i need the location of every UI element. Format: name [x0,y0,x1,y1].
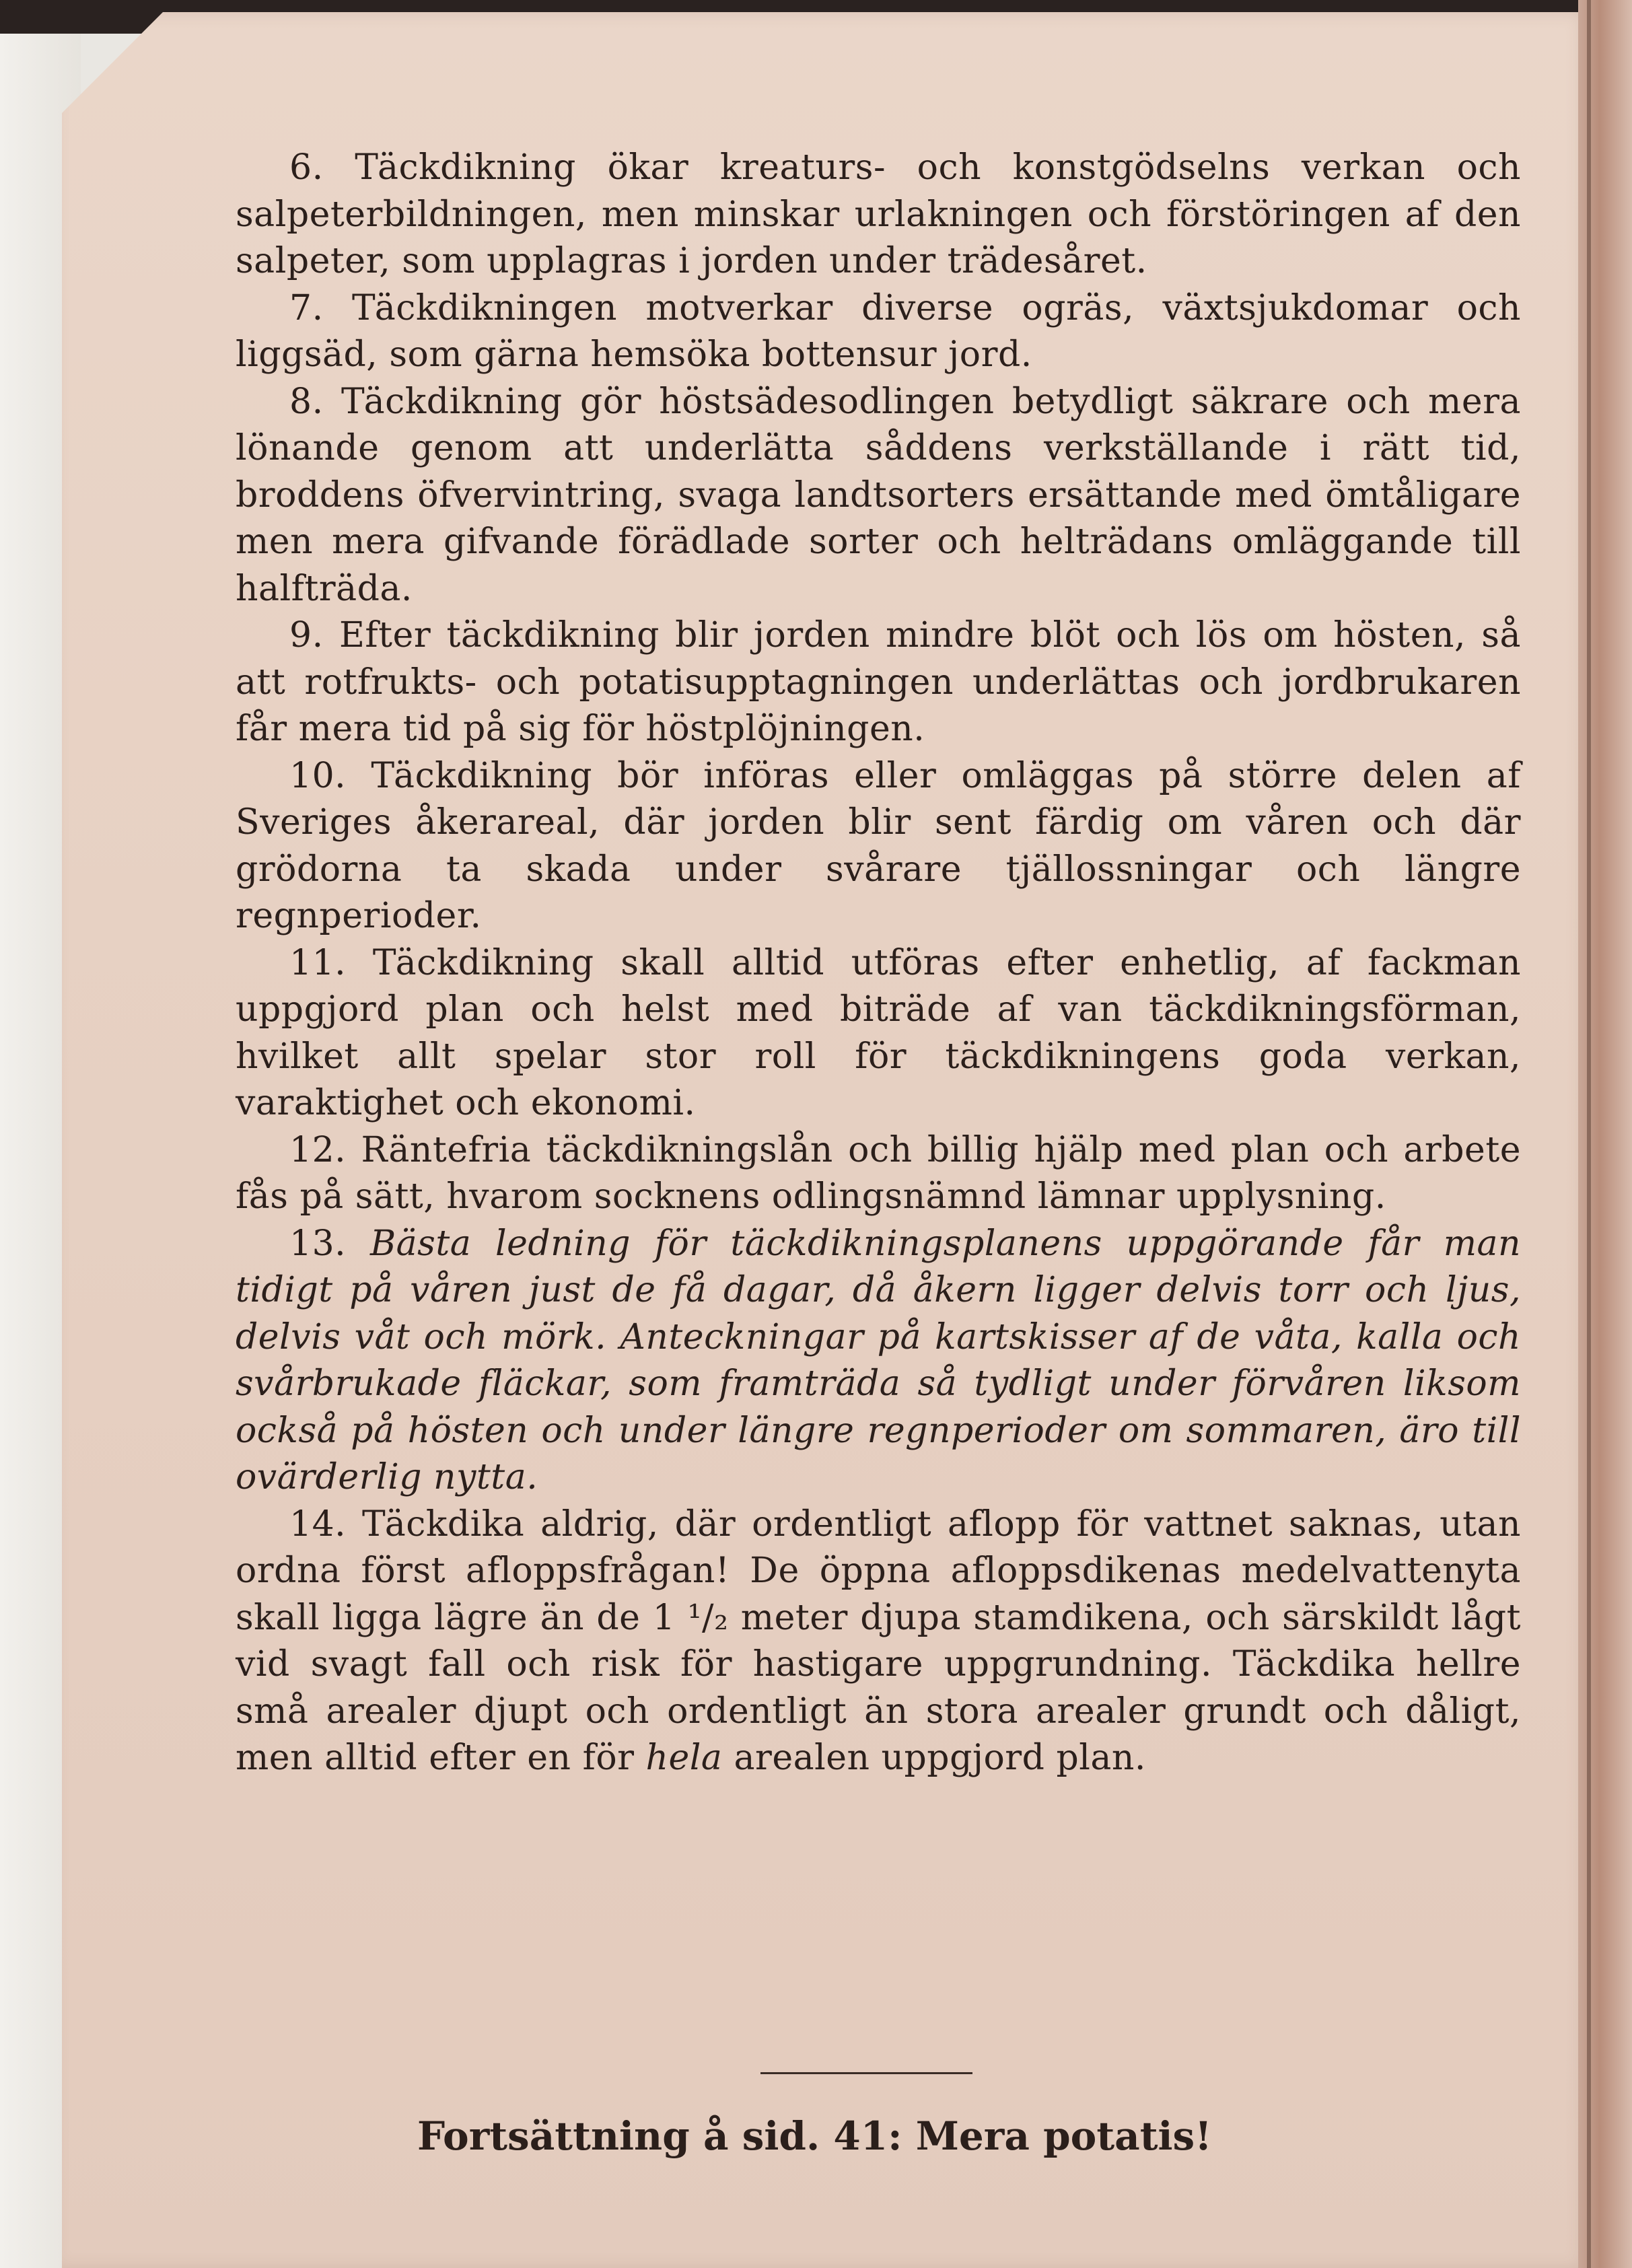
spine-edge [1587,0,1591,2268]
divider-rule [760,2072,972,2074]
paragraph-number: 9. [289,615,324,655]
paragraph-14 [236,1501,1521,1782]
paragraph-number: 11. [289,942,347,983]
page-body [236,145,1521,1782]
paragraph-text [236,1504,1521,1779]
paragraph-9 [236,612,1521,753]
paragraph-text: Täckdikning gör höstsädesodlingen betydligt säkrare och mera lönande genom att underlätta såddens verkställande i rätt tid, broddens öfvervintring, svaga landtsorters ersättande med ömtåligare men mera gifvande förädlade sorter och helträdans omläggande till halfträda. [236,381,1521,609]
paragraph-text: Täckdikning bör införas eller omläggas på större delen af Sveriges åkerareal, där jorden blir sent färdig om våren och där grödorna ta skada under svårare tjällossningar och längre regnperioder. [236,755,1521,936]
paragraph-text: Räntefria täckdikningslån och billig hjälp med plan och arbete fås på sätt, hvarom socknens odlingsnämnd lämnar upplysning. [236,1129,1522,1217]
paragraph-text-part: arealen uppgjord plan. [722,1738,1146,1778]
paragraph-11 [236,940,1521,1127]
continuation-footer: Fortsättning å sid. 41: Mera potatis! [417,2113,1212,2159]
paragraph-number: 12. [289,1129,347,1170]
paragraph-12 [236,1127,1521,1221]
paragraph-7 [236,285,1521,379]
paragraph-13 [236,1221,1521,1501]
paragraph-text: Bästa ledning för täckdikningsplanens uppgörande får man tidigt på våren just de få dagar, då åkern ligger delvis torr och ljus, delvis våt och mörk. Anteckningar på kartskisser af de våta, kalla och svårbrukade fläckar, som framträda så tydligt under förvåren liksom också på hösten och under längre regnperioder om sommaren, äro till ovärderlig nytta. [236,1223,1521,1497]
paragraph-number: 8. [289,381,324,422]
paragraph-6 [236,145,1521,285]
book-spine [1578,0,1632,2268]
paragraph-number: 10. [289,755,347,796]
paragraph-number: 6. [289,147,324,188]
emphasized-word: hela [645,1738,723,1778]
paragraph-10 [236,753,1521,940]
paragraph-8 [236,379,1521,613]
paragraph-text: Täckdikningen motverkar diverse ogräs, växtsjukdomar och liggsäd, som gärna hemsöka bottensur jord. [236,287,1521,375]
paragraph-text: Täckdikning skall alltid utföras efter enhetlig, af fackman uppgjord plan och helst med biträde af van täckdikningsförman, hvilket allt spelar stor roll för täckdikningens goda verkan, varaktighet och ekonomi. [236,942,1522,1123]
paragraph-number: 14. [289,1503,347,1545]
paragraph-text-part: Täckdika aldrig, där ordentligt aflopp för vattnet saknas, utan ordna först afloppsfrågan! De öppna afloppsdikenas medelvattenyta skall ligga lägre än de 1 ¹/₂ meter djupa stamdikena, och särskildt lågt vid svagt fall och risk för hastigare uppgrundning. Täckdika hellre små arealer djupt och ordentligt än stora arealer grundt och dåligt, men alltid efter en för [236,1503,1522,1778]
paragraph-number: 7. [289,287,324,328]
paragraph-text: Efter täckdikning blir jorden mindre blöt och lös om hösten, så att rotfrukts- och potatisupptagningen underlättas och jordbrukaren får mera tid på sig för höstplöjningen. [236,615,1521,749]
paragraph-number: 13. [289,1223,347,1264]
paragraph-text: Täckdikning ökar kreaturs- och konstgödselns verkan och salpeterbildningen, men minskar urlakningen och förstöringen af den salpeter, som upplagras i jorden under trädesåret. [236,147,1522,281]
